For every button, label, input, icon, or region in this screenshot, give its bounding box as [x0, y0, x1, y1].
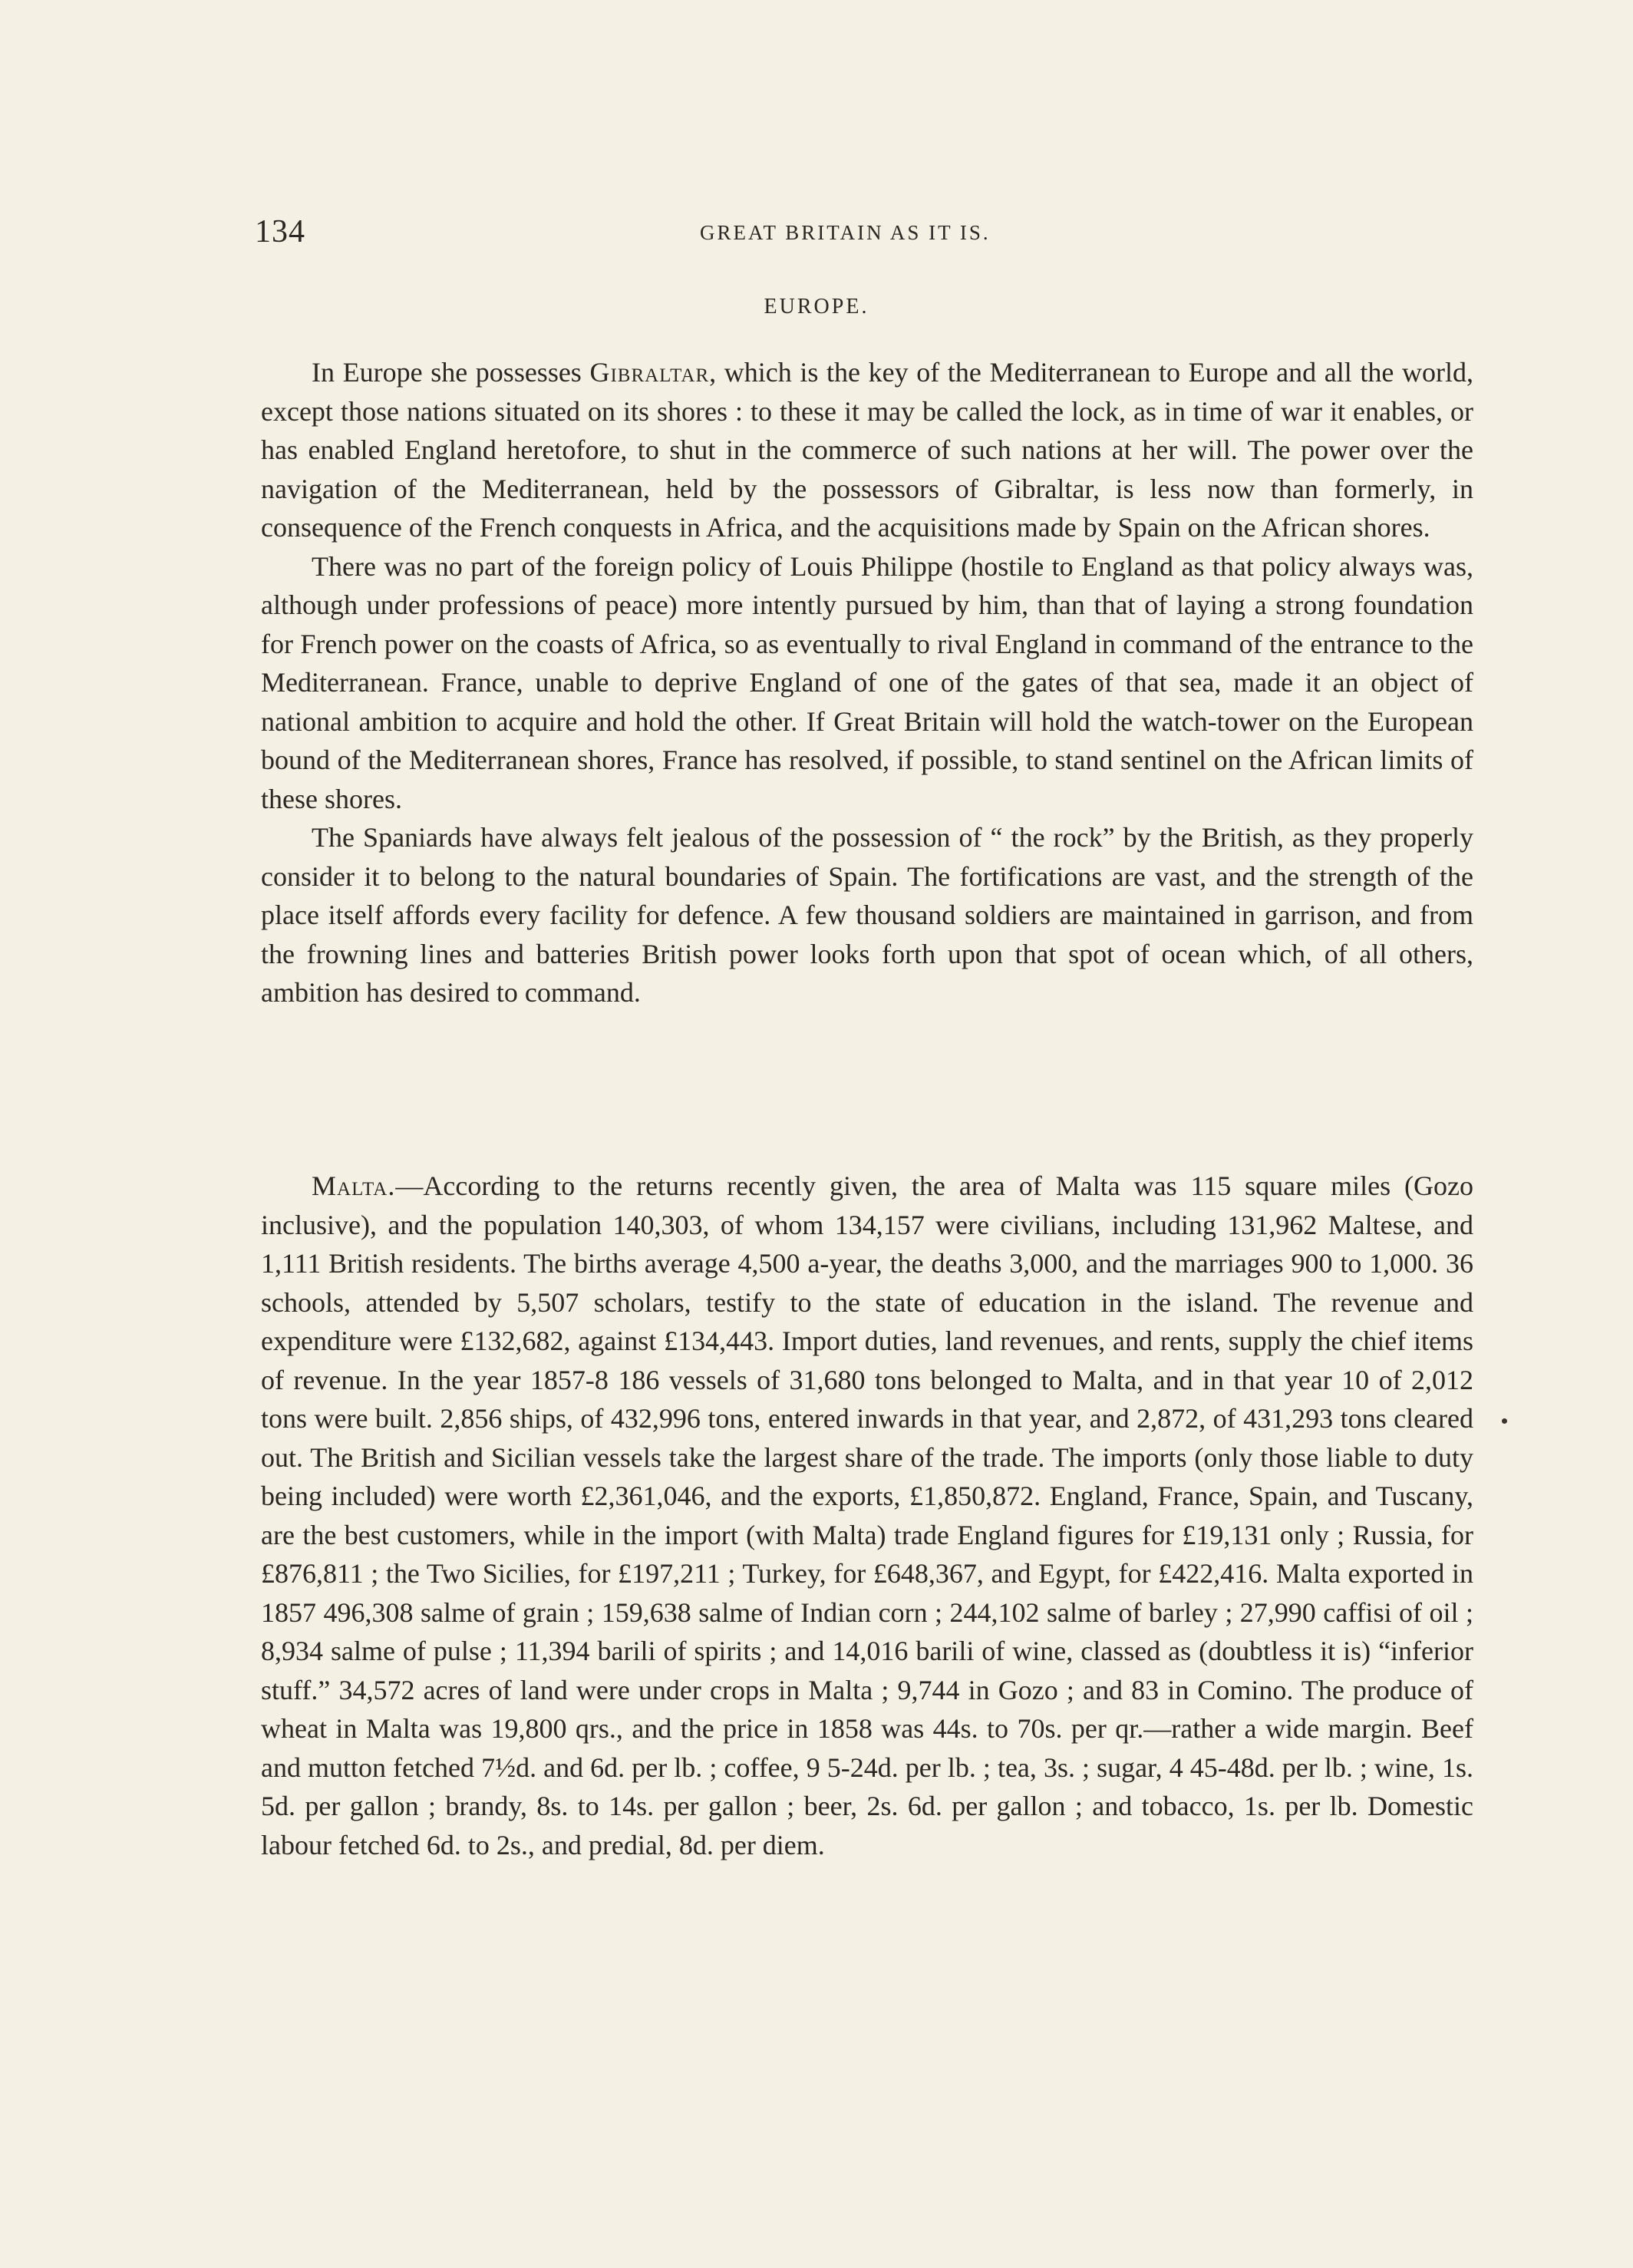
paragraph-gibraltar-lead: In Europe she possesses	[312, 357, 590, 388]
paragraph-gibraltar-body: , which is the key of the Mediterranean to Europe and all the world, except those nations situated on its shores : to these it may be called the lock, as in time of war it enables, or has enabled England heretofore, to shut in the commerce of such nations at her will. The power over the navigation of the Mediterranean, held by the possessors of Gibraltar, is less now than formerly, in consequence of the French conquests in Africa, and the acquisitions made by Spain on the African shores.	[261, 357, 1473, 543]
malta-small-caps: Malta.	[312, 1170, 396, 1201]
running-head	[255, 213, 1476, 252]
page-number: 134	[255, 214, 305, 249]
margin-ink-dot	[1502, 1418, 1507, 1424]
paragraph-gibraltar	[261, 353, 1473, 547]
section-heading: EUROPE.	[764, 295, 869, 319]
paragraph-malta	[261, 1167, 1473, 1864]
running-title: GREAT BRITAIN AS IT IS.	[700, 221, 991, 244]
gibraltar-small-caps: Gibraltar	[589, 357, 710, 388]
europe-section-text	[261, 353, 1473, 1012]
malta-section-text	[261, 1167, 1473, 1864]
paragraph-malta-body: —According to the returns recently given, the area of Malta was 115 square miles (Gozo inclusive), and the population 140,303, of whom 134,157 were civilians, including 131,962 Maltese, and 1,111 British residents. The births average 4,500 a-year, the deaths 3,000, and the marriages 900 to 1,000. 36 schools, attended by 5,507 scholars, testify to the state of education in the island. The revenue and expenditure were £132,682, against £134,443. Import duties, land revenues, and rents, supply the chief items of revenue. In the year 1857-8 186 vessels of 31,680 tons belonged to Malta, and in that year 10 of 2,012 tons were built. 2,856 ships, of 432,996 tons, entered inwards in that year, and 2,872, of 431,293 tons cleared out. The British and Sicilian vessels take the largest share of the trade. The imports (only those liable to duty being included) were worth £2,361,046, and the exports, £1,850,872. England, France, Spain, and Tuscany, are the best customers, while in the import (with Malta) trade England figures for £19,131 only ; Russia, for £876,811 ; the Two Sicilies, for £197,211 ; Turkey, for £648,367, and Egypt, for £422,416. Malta exported in 1857 496,308 salme of grain ; 159,638 salme of Indian corn ; 244,102 salme of barley ; 27,990 caffisi of oil ; 8,934 salme of pulse ; 11,394 barili of spirits ; and 14,016 barili of wine, classed as (doubtless it is) “inferior stuff.” 34,572 acres of land were under crops in Malta ; 9,744 in Gozo ; and 83 in Comino. The produce of wheat in Malta was 19,800 qrs., and the price in 1858 was 44s. to 70s. per qr.—rather a wide margin. Beef and mutton fetched 7½d. and 6d. per lb. ; coffee, 9 5-24d. per lb. ; tea, 3s. ; sugar, 4 45-48d. per lb. ; wine, 1s. 5d. per gallon ; brandy, 8s. to 14s. per gallon ; beer, 2s. 6d. per gallon ; and tobacco, 1s. per lb. Domestic labour fetched 6d. to 2s., and predial, 8d. per diem.	[261, 1170, 1473, 1860]
paragraph-spaniards: The Spaniards have always felt jealous of the possession of “ the rock” by the British, as they properly consider it to belong to the natural boundaries of Spain. The fortifications are vast, and the strength of the place itself affords every facility for defence. A few thousand soldiers are maintained in garrison, and from the frowning lines and batteries British power looks forth upon that spot of ocean which, of all others, ambition has desired to command.	[261, 822, 1473, 1008]
paragraph-louis-philippe: There was no part of the foreign policy of Louis Philippe (hostile to England as that policy always was, although under professions of peace) more intently pursued by him, than that of laying a strong foundation for French power on the coasts of Africa, so as eventually to rival England in command of the entrance to the Mediterranean. France, unable to deprive England of one of the gates of that sea, made it an object of national ambition to acquire and hold the other. If Great Britain will hold the watch-tower on the European bound of the Mediterranean shores, France has resolved, if possible, to stand sentinel on the African limits of these shores.	[261, 550, 1473, 814]
